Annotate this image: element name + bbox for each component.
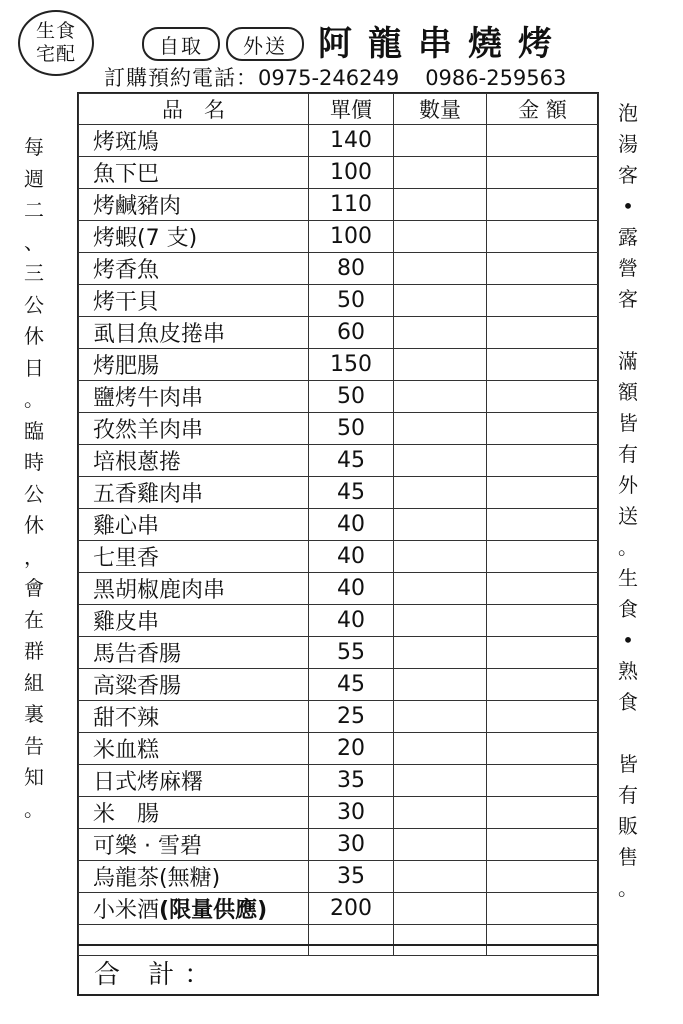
note-char: 群 — [24, 639, 44, 663]
item-name — [79, 445, 309, 477]
item-name-text: 烏龍茶(無糖) — [93, 866, 221, 891]
item-price: 30 — [309, 829, 394, 861]
note-char: 。 — [24, 796, 44, 821]
note-char: 告 — [24, 733, 44, 758]
item-price: 35 — [309, 861, 394, 893]
table-row — [79, 701, 599, 733]
item-name-text: 黑胡椒鹿肉串 — [93, 578, 226, 603]
item-price: 100 — [309, 221, 394, 253]
note-char: 外 — [618, 473, 638, 497]
item-name-text: 鹽烤牛肉串 — [93, 386, 204, 411]
phone-number-1: 0975-246249 — [258, 66, 400, 90]
table-row — [79, 797, 599, 829]
item-quantity-cell[interactable] — [394, 477, 487, 509]
item-amount-cell[interactable] — [487, 253, 599, 285]
item-quantity-cell[interactable] — [394, 381, 487, 413]
item-amount-cell[interactable] — [487, 349, 599, 381]
table-row — [79, 861, 599, 893]
item-name-text: 馬告香腸 — [93, 642, 182, 667]
item-amount-cell[interactable] — [487, 157, 599, 189]
item-amount-cell[interactable] — [487, 317, 599, 349]
note-char: 時 — [24, 450, 44, 474]
item-price: 25 — [309, 701, 394, 733]
item-price: 50 — [309, 285, 394, 317]
item-quantity-cell[interactable] — [394, 253, 487, 285]
note-char: 食 — [618, 597, 638, 621]
item-name-text: 孜然羊肉串 — [93, 418, 204, 443]
item-quantity-cell[interactable] — [394, 317, 487, 349]
phone-label: 訂購預約電話： — [104, 66, 258, 90]
item-quantity-cell[interactable] — [394, 349, 487, 381]
note-char: 生 — [618, 566, 638, 590]
item-name — [79, 701, 309, 733]
table-row — [79, 381, 599, 413]
note-char: 在 — [24, 607, 44, 632]
note-char: 公 — [24, 292, 44, 317]
item-quantity-cell[interactable] — [394, 861, 487, 893]
item-name-text: 烤肥腸 — [93, 354, 160, 379]
item-amount-cell[interactable] — [487, 509, 599, 541]
note-char: • — [622, 194, 634, 218]
header-amount: 金 額 — [487, 94, 599, 125]
item-price: 100 — [309, 157, 394, 189]
total-row — [78, 944, 598, 995]
table-row — [79, 573, 599, 605]
item-price: 20 — [309, 733, 394, 765]
table-row — [79, 189, 599, 221]
item-name — [79, 285, 309, 317]
table-row — [79, 253, 599, 285]
item-name — [79, 797, 309, 829]
item-name-text: 小米酒 — [93, 898, 160, 923]
note-char: 客 — [618, 163, 638, 187]
note-char: 休 — [24, 324, 44, 348]
item-quantity-cell[interactable] — [394, 509, 487, 541]
item-name — [79, 253, 309, 285]
item-price: 80 — [309, 253, 394, 285]
item-amount-cell[interactable] — [487, 189, 599, 221]
table-row — [79, 413, 599, 445]
limited-supply-note: (限量供應) — [159, 898, 268, 923]
item-name — [79, 509, 309, 541]
table-row — [79, 541, 599, 573]
note-char: 泡 — [618, 101, 638, 125]
item-name-text: 米 腸 — [93, 802, 160, 827]
item-price: 140 — [309, 125, 394, 157]
item-name — [79, 733, 309, 765]
item-price: 40 — [309, 509, 394, 541]
note-char: 、 — [24, 229, 44, 254]
item-name — [79, 125, 309, 157]
item-name-text: 烤鹹豬肉 — [93, 194, 182, 219]
note-char: 。 — [618, 535, 638, 559]
item-name — [79, 861, 309, 893]
note-char: 熟 — [618, 659, 638, 683]
item-quantity-cell[interactable] — [394, 765, 487, 797]
table-row — [79, 829, 599, 861]
item-quantity-cell[interactable] — [394, 893, 487, 925]
item-name-text: 日式烤麻糬 — [93, 770, 204, 795]
note-char: 。 — [24, 387, 44, 411]
delivery-pill: 外送 — [226, 27, 304, 61]
item-name-text: 虱目魚皮捲串 — [93, 322, 226, 347]
item-name-text: 烤干貝 — [93, 290, 160, 315]
item-price: 45 — [309, 669, 394, 701]
note-char: 滿 — [618, 349, 638, 373]
table-row — [79, 125, 599, 157]
table-row — [79, 605, 599, 637]
item-quantity-cell[interactable] — [394, 829, 487, 861]
item-amount-cell[interactable] — [487, 829, 599, 861]
item-name — [79, 765, 309, 797]
note-char: 裏 — [24, 702, 44, 726]
item-amount-cell[interactable] — [487, 573, 599, 605]
item-quantity-cell[interactable] — [394, 189, 487, 221]
note-char: 知 — [24, 765, 44, 789]
item-price: 55 — [309, 637, 394, 669]
item-amount-cell[interactable] — [487, 669, 599, 701]
table-row — [79, 509, 599, 541]
note-char: • — [622, 628, 634, 652]
item-quantity-cell[interactable] — [394, 797, 487, 829]
item-quantity-cell[interactable] — [394, 125, 487, 157]
item-name — [79, 349, 309, 381]
note-char: 皆 — [618, 752, 638, 776]
table-row — [79, 733, 599, 765]
note-char: 販 — [618, 814, 638, 838]
item-quantity-cell[interactable] — [394, 637, 487, 669]
item-quantity-cell[interactable] — [394, 669, 487, 701]
note-char: 有 — [618, 442, 638, 466]
item-price: 40 — [309, 573, 394, 605]
badge-line2: 宅配 — [35, 43, 76, 65]
item-amount-cell[interactable] — [487, 477, 599, 509]
item-amount-cell[interactable] — [487, 381, 599, 413]
item-amount-cell[interactable] — [487, 541, 599, 573]
item-amount-cell[interactable] — [487, 637, 599, 669]
fresh-delivery-badge — [18, 10, 94, 76]
item-name — [79, 893, 309, 925]
item-price: 150 — [309, 349, 394, 381]
table-row — [79, 893, 599, 925]
table-row — [79, 445, 599, 477]
item-quantity-cell[interactable] — [394, 541, 487, 573]
right-service-note — [608, 98, 648, 904]
item-name-text: 烤蝦(7 支) — [93, 226, 198, 251]
item-name-text: 烤香魚 — [93, 258, 160, 283]
menu-table — [78, 93, 599, 956]
item-quantity-cell[interactable] — [394, 445, 487, 477]
item-name — [79, 189, 309, 221]
item-quantity-cell[interactable] — [394, 413, 487, 445]
item-amount-cell[interactable] — [487, 797, 599, 829]
note-char: 臨 — [24, 418, 44, 443]
item-name-text: 可樂 · 雪碧 — [93, 834, 202, 859]
header-unit-price: 單價 — [309, 94, 394, 125]
item-name-text: 烤斑鳩 — [93, 130, 160, 155]
item-name — [79, 381, 309, 413]
note-char: 露 — [618, 225, 638, 249]
item-name — [79, 317, 309, 349]
note-char: 日 — [24, 355, 44, 380]
note-char: 售 — [618, 845, 638, 869]
table-row — [79, 285, 599, 317]
note-char: 湯 — [618, 132, 638, 156]
item-name — [79, 541, 309, 573]
item-quantity-cell[interactable] — [394, 733, 487, 765]
note-char: 週 — [24, 166, 44, 191]
item-amount-cell[interactable] — [487, 605, 599, 637]
item-price: 50 — [309, 413, 394, 445]
item-price: 60 — [309, 317, 394, 349]
item-amount-cell[interactable] — [487, 861, 599, 893]
item-name-text: 魚下巴 — [93, 162, 160, 187]
item-name — [79, 477, 309, 509]
header-quantity: 數量 — [394, 94, 487, 125]
table-row — [79, 157, 599, 189]
item-amount-cell[interactable] — [487, 445, 599, 477]
table-row — [79, 317, 599, 349]
note-char: 皆 — [618, 411, 638, 435]
shop-name: 阿龍串燒烤 — [318, 24, 568, 64]
item-amount-cell[interactable] — [487, 765, 599, 797]
item-name-text: 雞皮串 — [93, 610, 160, 635]
phone-number-2: 0986-259563 — [425, 66, 567, 90]
item-name-text: 培根蔥捲 — [93, 450, 182, 475]
item-quantity-cell[interactable] — [394, 157, 487, 189]
table-row — [79, 765, 599, 797]
note-char: 額 — [618, 380, 638, 404]
note-char: 三 — [24, 261, 44, 285]
item-quantity-cell[interactable] — [394, 701, 487, 733]
note-char: 休 — [24, 513, 44, 537]
item-price: 45 — [309, 445, 394, 477]
note-char: 每 — [24, 135, 44, 159]
item-name — [79, 829, 309, 861]
item-quantity-cell[interactable] — [394, 221, 487, 253]
note-char: 營 — [618, 256, 638, 280]
note-char: 二 — [24, 198, 44, 222]
badge-line1: 生食 — [35, 20, 76, 42]
item-name — [79, 637, 309, 669]
item-price: 30 — [309, 797, 394, 829]
item-name-text: 高粱香腸 — [93, 674, 182, 699]
item-amount-cell[interactable] — [487, 221, 599, 253]
item-name — [79, 605, 309, 637]
item-name — [79, 669, 309, 701]
table-row — [79, 477, 599, 509]
item-name-text: 米血糕 — [93, 738, 160, 763]
item-name — [79, 157, 309, 189]
item-price: 50 — [309, 381, 394, 413]
item-price: 40 — [309, 541, 394, 573]
item-price: 45 — [309, 477, 394, 509]
note-char: 食 — [618, 690, 638, 714]
table-row — [79, 221, 599, 253]
item-price: 200 — [309, 893, 394, 925]
note-char: 送 — [618, 504, 638, 528]
note-char: 客 — [618, 287, 638, 311]
item-name-text: 七里香 — [93, 546, 160, 571]
item-name — [79, 413, 309, 445]
item-name-text: 甜不辣 — [93, 706, 160, 731]
item-price: 40 — [309, 605, 394, 637]
note-char: 組 — [24, 670, 44, 695]
item-price: 35 — [309, 765, 394, 797]
item-amount-cell[interactable] — [487, 733, 599, 765]
note-char: ， — [24, 544, 44, 569]
note-char: 有 — [618, 783, 638, 807]
table-row — [79, 637, 599, 669]
item-quantity-cell[interactable] — [394, 573, 487, 605]
item-quantity-cell[interactable] — [394, 605, 487, 637]
table-row — [79, 669, 599, 701]
table-header-row — [79, 94, 599, 125]
item-amount-cell[interactable] — [487, 701, 599, 733]
left-closing-note — [20, 132, 48, 825]
item-amount-cell[interactable] — [487, 285, 599, 317]
item-price: 110 — [309, 189, 394, 221]
item-quantity-cell[interactable] — [394, 285, 487, 317]
item-name-text: 雞心串 — [93, 514, 160, 539]
item-amount-cell[interactable] — [487, 413, 599, 445]
note-char: 公 — [24, 481, 44, 506]
note-char: 會 — [24, 576, 44, 600]
item-name-text: 五香雞肉串 — [93, 482, 204, 507]
item-name — [79, 573, 309, 605]
item-amount-cell[interactable] — [487, 125, 599, 157]
total-label: 合 計： — [94, 960, 221, 990]
note-char: 。 — [618, 876, 638, 900]
header-item-name: 品 名 — [79, 94, 309, 125]
table-row — [79, 349, 599, 381]
pickup-pill: 自取 — [142, 27, 220, 61]
phone-line — [104, 62, 566, 92]
item-name — [79, 221, 309, 253]
item-amount-cell[interactable] — [487, 893, 599, 925]
